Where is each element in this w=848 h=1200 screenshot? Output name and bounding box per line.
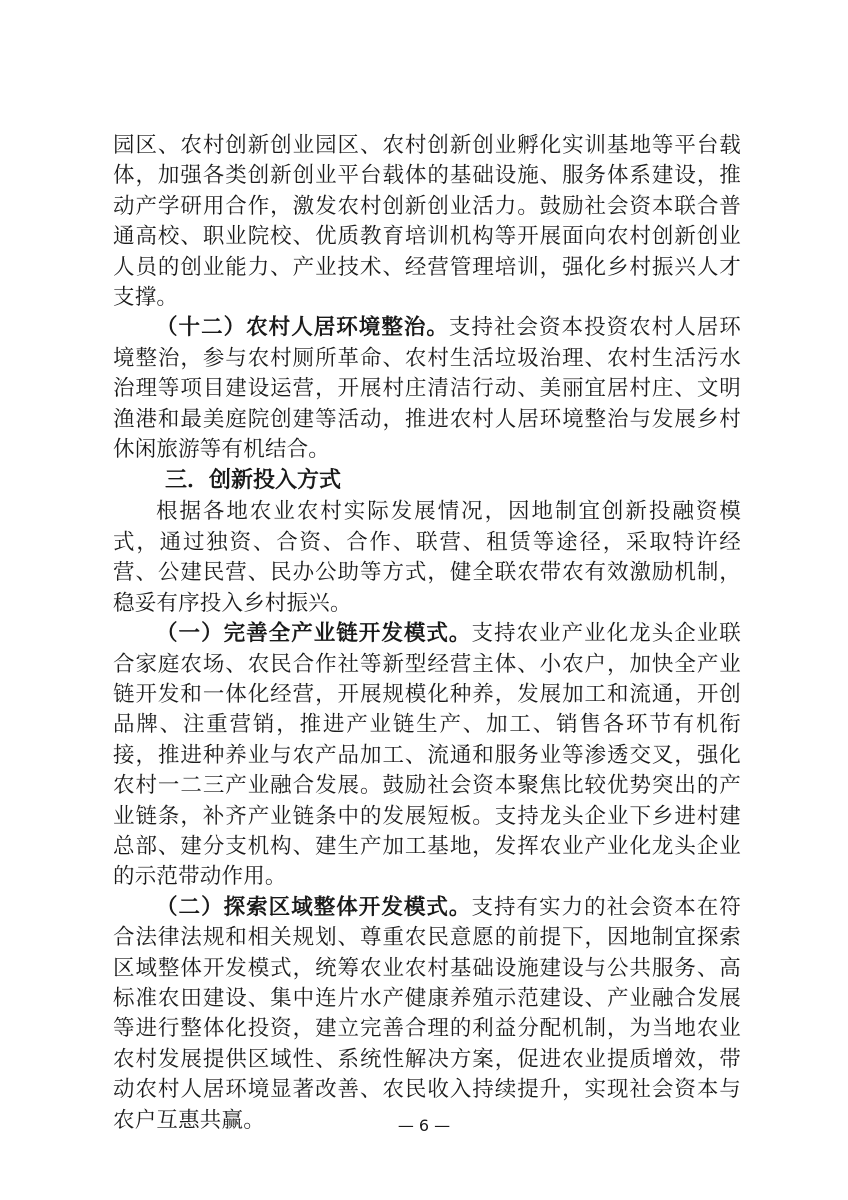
paragraph-platform-support: 园区、农村创新创业园区、农村创新创业孵化实训基地等平台载体，加强各类创新创业平台载体的基础设施、服务体系建设，推动产学研用合作，激发农村创新创业活力。鼓励社会资本联合普通高校、职业院校、优质教育培训机构等开展面向农村创新创业人员的创业能力、产业技术、经营管理培训，强化乡村振兴人才支撑。 bbox=[113, 133, 741, 311]
paragraph-body-regional-development: 支持有实力的社会资本在符合法律法规和相关规划、尊重农民意愿的前提下，因地制宜探索区域整体开发模式，统筹农业农村基础设施建设与公共服务、高标准农田建设、集中连片水产健康养殖示范建设、产业融合发展等进行整体化投资，建立完善合理的利益分配机制，为当地农业农村发展提供区域性、系统性解决方案，促进农业提质增效，带动农村人居环境显著改善、农民收入持续提升，实现社会资本与农户互惠共赢。 bbox=[113, 894, 741, 1133]
paragraph-full-industry-chain bbox=[113, 619, 741, 893]
paragraph-body-rural-environment: 支持社会资本投资农村人居环境整治，参与农村厕所革命、农村生活垃圾治理、农村生活污水治理等项目建设运营，开展村庄清洁行动、美丽宜居村庄、文明渔港和最美庭院创建等活动，推进农村人居环境整治与发展乡村休闲旅游等有机结合。 bbox=[113, 315, 741, 463]
paragraph-investment-intro: 根据各地农业农村实际发展情况，因地制宜创新投融资模式，通过独资、合资、合作、联营、租赁等途径，采取特许经营、公建民营、民办公助等方式，健全联农带农有效激励机制，稳妥有序投入乡村振兴。 bbox=[113, 499, 741, 616]
paragraph-rural-environment bbox=[113, 313, 741, 465]
document-body bbox=[113, 131, 741, 1136]
paragraph-body-full-industry-chain: 支持农业产业化龙头企业联合家庭农场、农民合作社等新型经营主体、小农户，加快全产业链开发和一体化经营，开展规模化种养，发展加工和流通，开创品牌、注重营销，推进产业链生产、加工、销售各环节有机衔接，推进种养业与农产品加工、流通和服务业等渗透交叉，强化农村一二三产业融合发展。鼓励社会资本聚焦比较优势突出的产业链条，补齐产业链条中的发展短板。支持龙头企业下乡进村建总部、建分支机构、建生产加工基地，发挥农业产业化龙头企业的示范带动作用。 bbox=[113, 621, 741, 890]
paragraph-title-full-industry-chain: （一）完善全产业链开发模式。 bbox=[156, 621, 472, 647]
paragraph-title-regional-development: （二）探索区域整体开发模式。 bbox=[156, 894, 472, 920]
paragraph-regional-development bbox=[113, 893, 741, 1136]
section-heading-innovative-investment: 三．创新投入方式 bbox=[165, 468, 342, 494]
page-number: — 6 — bbox=[397, 1116, 451, 1135]
paragraph-title-rural-environment: （十二）农村人居环境整治。 bbox=[156, 315, 449, 341]
